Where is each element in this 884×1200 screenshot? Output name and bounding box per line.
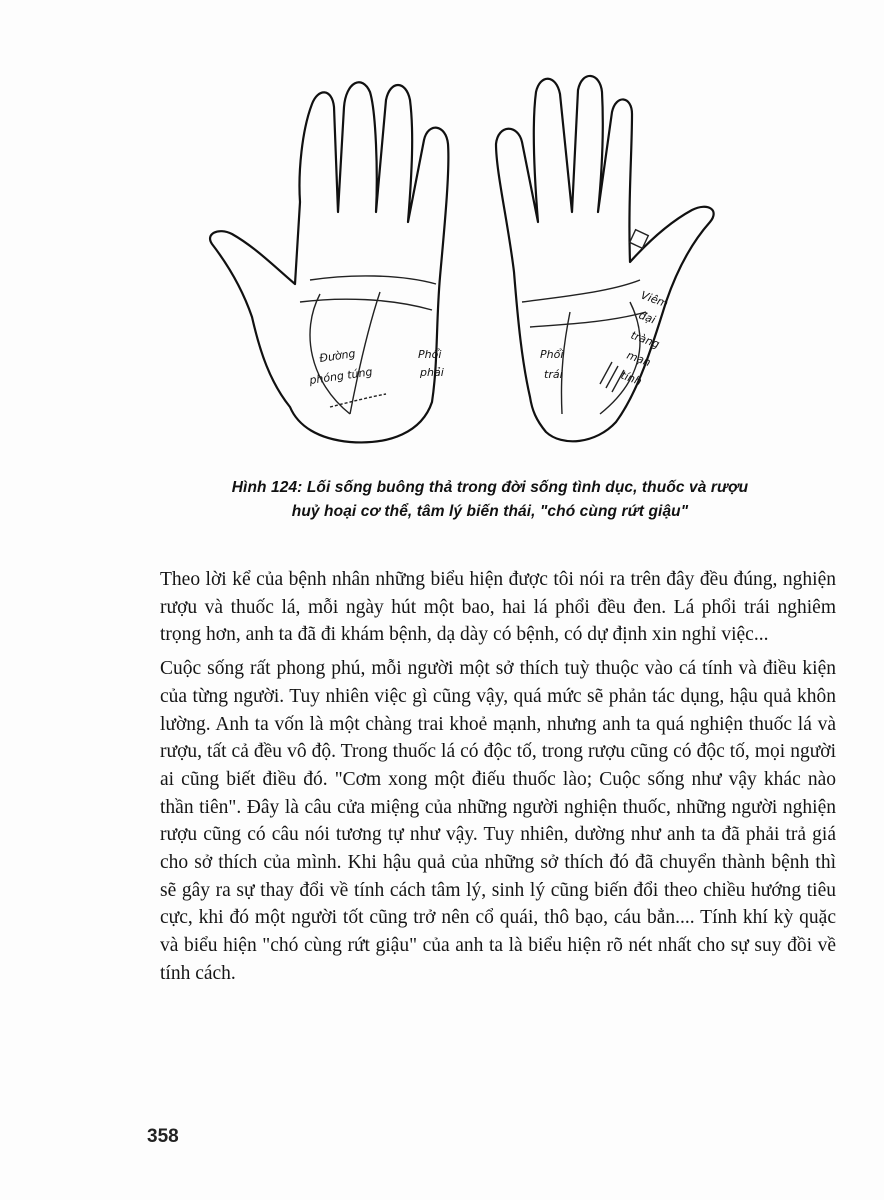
label-duong: Đường [318,347,357,365]
label-phoi-phai-1: Phổi [418,348,442,361]
palm-illustration [200,62,780,462]
hands-drawing [200,62,780,462]
label-tinh: tính [618,368,644,389]
paragraph-1: Theo lời kể của bệnh nhân những biểu hiện được tôi nói ra trên đây đều đúng, nghiện rượu và thuốc lá, mỗi ngày hút một bao, hai lá phổi đều đen. Lá phổi trái nghiêm trọng hơn, anh ta đã đi khám bệnh, dạ dày có bệnh, có dự định xin nghỉ việc... [160,569,836,646]
paragraph-2: Cuộc sống rất phong phú, mỗi người một sở thích tuỳ thuộc vào cá tính và điều kiện của từng người. Tuy nhiên việc gì cũng vậy, quá mức sẽ phản tác dụng, hậu quả khôn lường. Anh ta vốn là một chàng trai khoẻ mạnh, nhưng anh ta quá nghiện thuốc lá và rượu, tất cả đều vô độ. Trong thuốc lá có độc tố, trong rượu cũng có độc tố, mọi người ai cũng biết điều đó. "Cơm xong một điếu thuốc lào; Cuộc sống như vậy khác nào thần tiên". Đây là câu cửa miệng của những người nghiện thuốc, những người nghiện rượu cũng có câu nói tương tự như vậy. Tuy nhiên, dường như anh ta đã phải trả giá cho sở thích của mình. Khi hậu quả của những sở thích đó đã chuyển thành bệnh thì sẽ gây ra sự thay đổi về tính cách tâm lý, sinh lý cũng biến đổi theo chiều hướng tiêu cực, khi đó một người tốt cũng trở nên cổ quái, thô bạo, cáu bẳn.... Tính khí kỳ quặc và biểu hiện "chó cùng rứt giậu" của anh ta là biểu hiện rõ nét nhất cho sự suy đồi về tính cách. [160,658,836,984]
left-hand-outline [210,82,448,442]
label-man: mạn [624,348,653,370]
body-text [160,566,836,988]
label-phoi-phai-2: phải [420,366,444,379]
right-hand-outline [496,76,714,441]
figure-labels [308,289,670,389]
label-trang: tràng [628,328,662,351]
caption-line-1: Hình 124: Lối sống buông thả trong đời sống tình dục, thuốc và rượu [231,479,749,496]
left-indulgence-line [330,394,386,407]
label-phoi-trai-2: trái [544,368,563,381]
figure-caption [150,476,830,524]
caption-line-2: huỷ hoại cơ thể, tâm lý biến thái, "chó cùng rứt giậu" [291,503,689,520]
right-heart-line [522,280,640,302]
right-head-line [530,312,646,327]
label-viem: Viêm [638,288,670,311]
right-fate-line [561,312,570,414]
label-phoi-trai-1: Phổi [540,348,564,361]
page-number: 358 [147,1126,179,1147]
left-heart-line [310,276,436,284]
label-dai: đại [636,308,658,327]
label-phong-tung: phóng túng [308,365,374,387]
left-head-line [300,299,432,310]
